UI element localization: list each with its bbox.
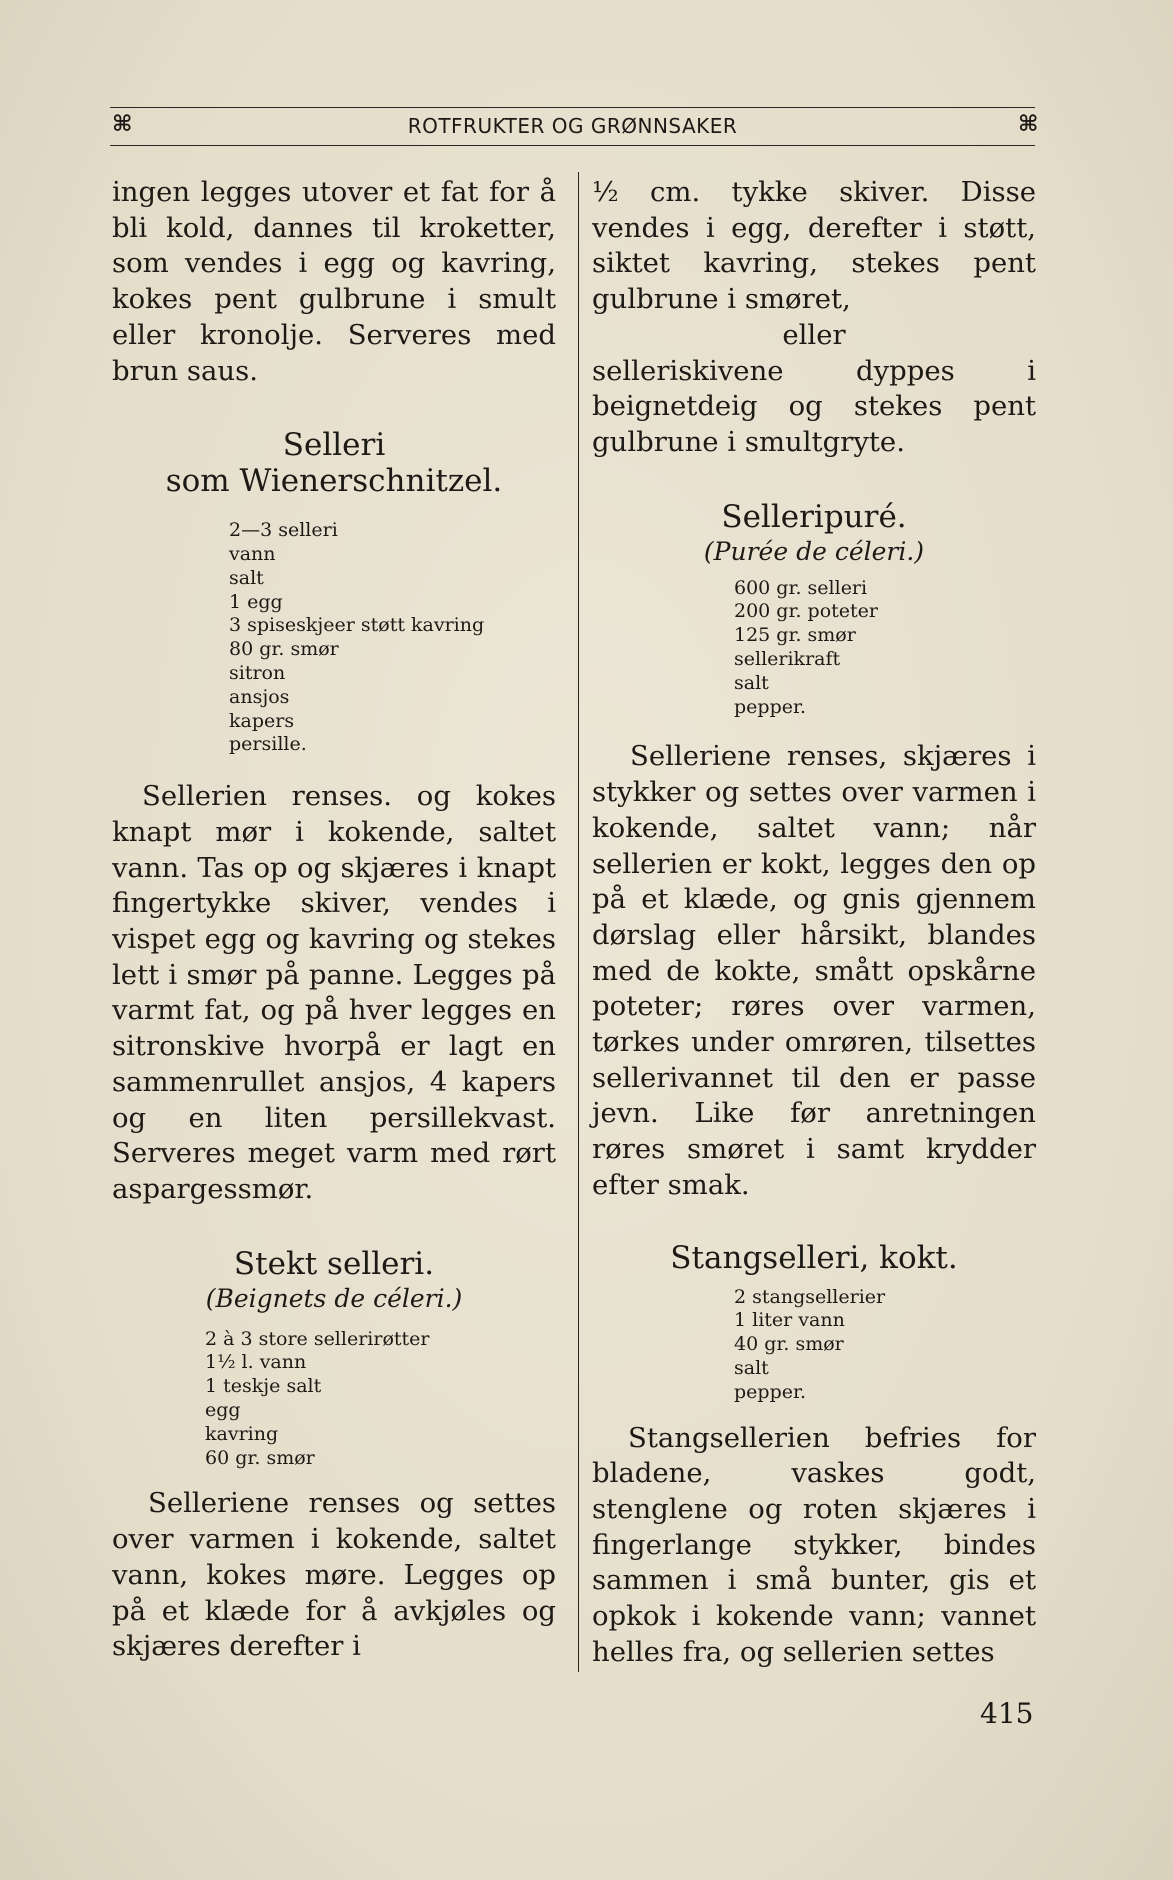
header-rule-bottom: [110, 145, 1035, 146]
continuation-or: eller: [782, 318, 846, 351]
ingredient: 1½ l. vann: [205, 1351, 307, 1374]
ingredient: 3 spiseskjeer støtt kavring: [229, 614, 485, 637]
ingredient: pepper.: [734, 1380, 807, 1403]
recipe-text: Stangsellerien befries for bladene, vaskes godt, stenglene og roten skjæres i fingerlange stykker, bindes sammen i små bunter, gis et opkok i kokende vann; vannet helles fra, og sellerien settes: [592, 1421, 1036, 1668]
continuation-text-2: selleriskivene dyppes i beignetdeig og stekes pent gulbrune i smultgryte.: [592, 354, 1036, 458]
ingredient: 40 gr. smør: [734, 1333, 844, 1356]
ingredient: vann: [229, 543, 276, 566]
ingredient: kavring: [205, 1422, 279, 1445]
ingredient: sellerikraft: [734, 648, 841, 671]
left-column: [112, 175, 556, 1665]
ingredient: 1 liter vann: [734, 1309, 845, 1332]
recipe-title: Stekt selleri.: [233, 1245, 435, 1282]
recipe-title: Selleripuré.: [721, 498, 907, 535]
ingredient: sitron: [229, 662, 286, 684]
page-number: 415: [980, 1697, 1034, 1730]
right-column: [592, 175, 1036, 1670]
ingredient: salt: [229, 566, 264, 589]
ingredient: egg: [205, 1399, 241, 1422]
ingredient: 2 stangsellerier: [734, 1285, 886, 1308]
ingredient: 80 gr. smør: [229, 638, 339, 661]
intro-paragraph: ingen legges utover et fat for å bli kold, dannes til kroketter, som vendes i egg og kavring, kokes pent gulbrune i smult eller kronolje. Serveres med brun saus.: [112, 176, 556, 387]
recipe-title-line2: som Wienerschnitzel.: [165, 463, 503, 500]
ingredient: 2—3 selleri: [229, 519, 338, 542]
ingredient: 60 gr. smør: [205, 1446, 315, 1469]
recipe-text: Selleriene renses, skjæres i stykker og settes over varmen i kokende, saltet vann; når sellerien er kokt, legges den op på et klæde, og gnis gjennem dørslag eller hårsikt, blandes med de kokte, smått opskårne poteter; røres over varmen, tørkes under omrøren, tilsettes sellerivannet til den er passe jevn. Like før anretningen røres smøret i samt krydder efter smak.: [592, 740, 1036, 1201]
ingredient: kapers: [229, 709, 295, 732]
column-divider: [578, 172, 579, 1672]
recipe-title: Stangselleri, kokt.: [670, 1239, 958, 1276]
ornament-right-icon: ⌘: [1018, 112, 1039, 137]
ingredient: 2 à 3 store sellerirøtter: [205, 1327, 430, 1350]
ingredient-list: [734, 577, 1036, 720]
ingredient: salt: [734, 671, 769, 694]
header-rule-top: [110, 107, 1035, 108]
ingredient: salt: [734, 1356, 769, 1379]
ingredient: 1 egg: [229, 590, 283, 613]
ingredient: persille.: [229, 733, 307, 756]
ingredient: 125 gr. smør: [734, 624, 856, 647]
ingredient: pepper.: [734, 695, 807, 718]
running-header: ROTFRUKTER OG GRØNNSAKER: [407, 114, 738, 138]
recipe-text: Selleriene renses og settes over varmen i kokende, saltet vann, kokes møre. Legges op på et klæde for å avkjøles og skjæres derefter i: [112, 1487, 556, 1663]
ingredient: 1 teskje salt: [205, 1375, 322, 1398]
ingredient: 200 gr. poteter: [734, 600, 878, 623]
continuation-text: ½ cm. tykke skiver. Disse vendes i egg, derefter i støtt, siktet kavring, stekes pent gulbrune i smøret,: [592, 176, 1036, 316]
ornament-left-icon: ⌘: [112, 112, 133, 137]
ingredient-list: [229, 519, 556, 757]
recipe-text: Sellerien renses. og kokes knapt mør i kokende, saltet vann. Tas op og skjæres i knapt fingertykke skiver, vendes i vispet egg og kavring og stekes lett i smør på panne. Legges på varmt fat, og på hver legges en sitronskive hvorpå er lagt en sammenrullet ansjos, 4 kapers og en liten persillekvast. Serveres meget varm med rørt aspargessmør.: [112, 780, 556, 1205]
ingredient-list: [734, 1286, 1036, 1405]
recipe-subtitle: (Purée de céleri.): [703, 536, 925, 566]
recipe-title: Selleri: [282, 427, 386, 464]
recipe-subtitle: (Beignets de céleri.): [205, 1283, 463, 1313]
ingredient: 600 gr. selleri: [734, 576, 868, 599]
ingredient: ansjos: [229, 685, 290, 708]
ingredient-list: [205, 1328, 556, 1471]
